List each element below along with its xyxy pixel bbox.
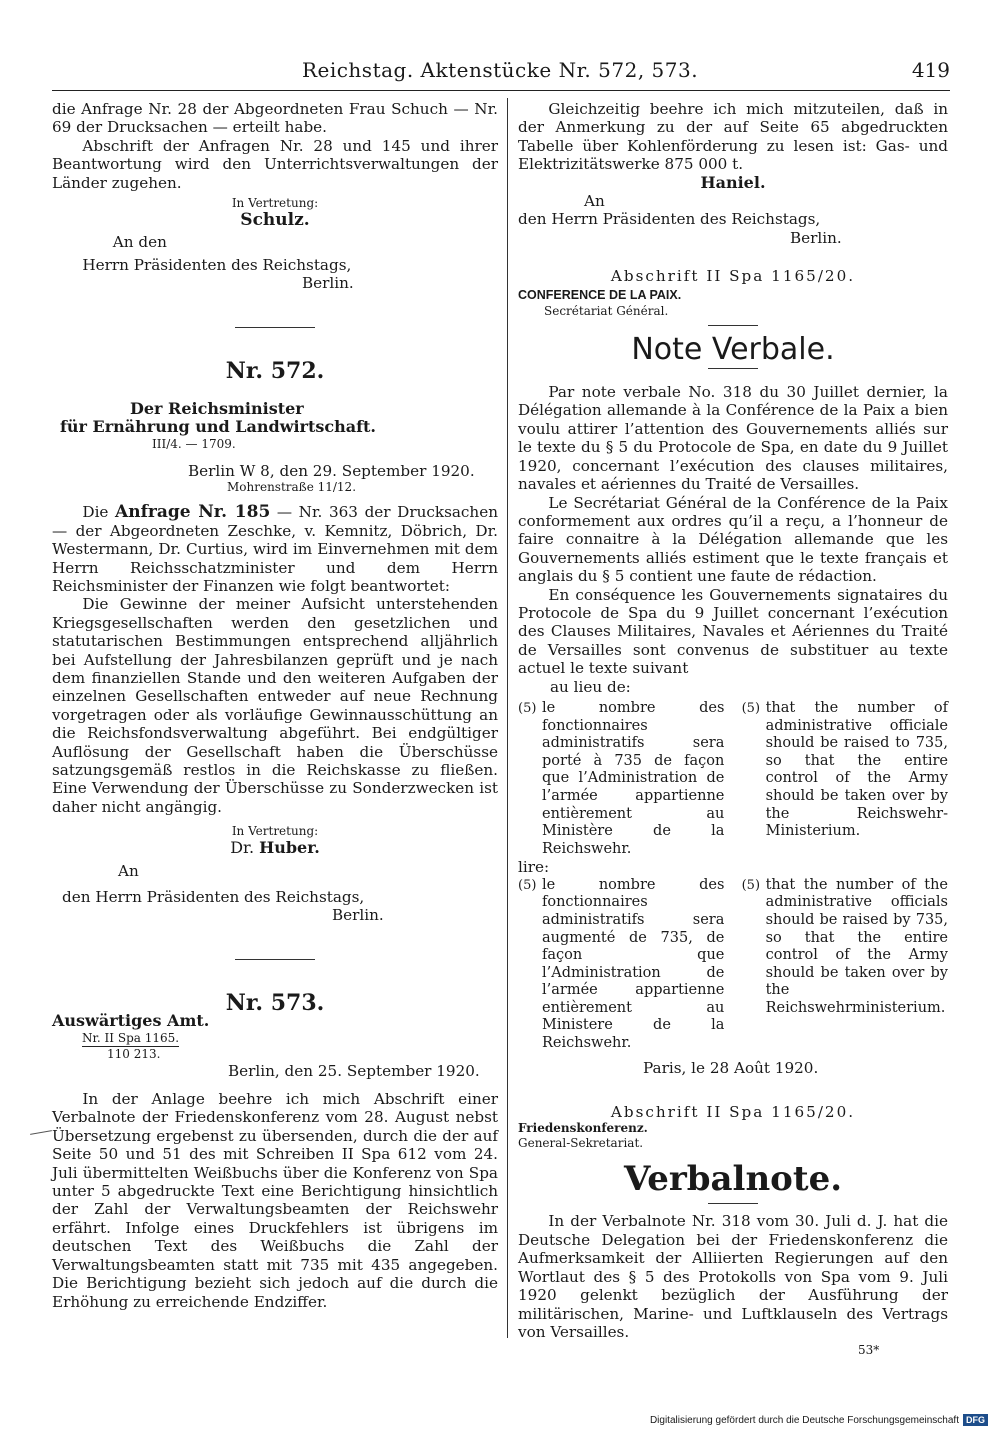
note-title: Note Verbale.	[631, 332, 835, 368]
column-divider	[507, 98, 508, 1338]
salutation: An	[584, 192, 605, 211]
addressee: den Herrn Präsidenten des Reichstags,	[62, 888, 365, 906]
text-comparison-new	[518, 877, 948, 1053]
paragraph-text: Die	[82, 503, 116, 522]
copy-reference: Abschrift II Spa 1165/20.	[610, 1103, 856, 1122]
credit-text: Digitalisierung gefördert durch die Deutsche Forschungsgemeinschaft	[649, 1414, 959, 1426]
city: Berlin.	[790, 228, 842, 247]
ministry-name: für Ernährung und Landwirtschaft.	[60, 417, 376, 437]
copy-reference: Abschrift II Spa 1165/20.	[610, 267, 856, 286]
dfg-logo: DFG	[963, 1414, 988, 1426]
clause-number: (5)	[518, 700, 537, 716]
paragraph: Abschrift der Anfragen Nr. 28 und 145 und ihrer Beantwortung wird den Unterrichtsverwaltungen der Länder zugehen.	[52, 136, 498, 192]
paragraph-text: — Nr. 363 der Drucksachen — der Abgeordneten Zeschke, v. Kemnitz, Döbrich, Dr. Westermann, Dr. Curtius, wird im Einvernehmen mit dem Herrn Reichsschatzminister und dem Herrn Reichsminister der Finanzen wie folgt beantwortet:	[52, 503, 498, 595]
reference-number	[52, 1031, 498, 1047]
place-date: Paris, le 28 Août 1920.	[643, 1058, 819, 1077]
address-line: Mohrenstraße 11/12.	[227, 480, 357, 495]
label-au-lieu-de: au lieu de:	[550, 677, 631, 696]
clause-number: (5)	[741, 700, 761, 716]
paragraph: Par note verbale No. 318 du 30 Juillet dernier, la Délégation allemande à la Conférence de la Paix a bien voulu attirer l’attention des Gouvernements alliés sur le texte du § 5 du Protocole de Spa, en date du 9 Juillet 1920, concernant l’exécution des clauses militaires, navales et aériennes du Traité de Versailles.	[518, 383, 948, 494]
in-vertretung-label: In Vertretung:	[231, 196, 319, 211]
english-new	[742, 877, 948, 1053]
header-rule	[52, 90, 950, 91]
separator	[708, 325, 758, 326]
ministry-name: Der Reichsminister	[130, 399, 304, 419]
inquiry-reference: Anfrage Nr. 185	[115, 502, 271, 523]
addressee: Herrn Präsidenten des Reichstags,	[82, 255, 352, 274]
paragraph: Gleichzeitig beehre ich mich mitzuteilen, daß in der Anmerkung zu der auf Seite 65 abgedruckten Tabelle über Kohlenförderung zu lesen ist: Gas- und Elektrizitätswerke 875 000 t.	[518, 100, 948, 174]
french-old	[518, 700, 724, 858]
separator	[708, 1203, 758, 1204]
reference-number: III/4. — 1709.	[152, 436, 236, 451]
signature-name: Huber.	[259, 838, 320, 858]
running-title: Reichstag. Aktenstücke Nr. 572, 573.	[301, 58, 699, 82]
date-line: Berlin, den 25. September 1920.	[228, 1061, 480, 1080]
english-old	[742, 700, 948, 858]
conference-name: Friedenskonferenz.	[518, 1121, 648, 1136]
salutation: An	[118, 861, 139, 880]
paragraph: Die Gewinne der meiner Aufsicht unterstehenden Kriegsgesellschaften werden den gesetzlichen und statutarischen Bestimmungen entsprechend alljährlich bei Aufstellung der Jahresbilanzen geprüft und je nach dem finanziellen Stande und den weiteren Aufgaben der einzelnen Gesellschaften entweder auf neue Rechnung vorgetragen oder als vorläufige Gewinnausschüttung an die Reichsfondsverwaltung abgeführt. Bei endgültiger Auflösung der Gesellschaft haben die Überschüsse satzungsgemäß restlos in die Reichskasse zu fließen. Eine Verwendung der Überschüsse zu Sonderzwecken ist daher nicht angängig.	[52, 595, 498, 816]
reference-number: 110 213.	[107, 1046, 161, 1061]
secretariat-name: General-Sekretariat.	[518, 1136, 644, 1151]
clause-number: (5)	[741, 877, 761, 893]
verbalnote-title: Verbalnote.	[623, 1159, 843, 1200]
page-number: 419	[911, 58, 950, 82]
signature: Schulz.	[240, 210, 310, 231]
conference-name: CONFERENCE DE LA PAIX.	[518, 287, 682, 302]
ministry-name: Auswärtiges Amt.	[52, 1011, 210, 1031]
city: Berlin.	[332, 906, 384, 925]
clause-text: that the number of administrative officiale should be raised to 735, so that the entire control of the Army should be taken over by the Reichswehr-Ministerium.	[765, 699, 948, 840]
paragraph	[52, 503, 498, 595]
page-header	[50, 58, 950, 86]
sheet-signature: 53*	[858, 1343, 880, 1358]
right-column	[518, 100, 948, 1360]
paragraph: In der Anlage beehre ich mich Abschrift einer Verbalnote der Friedenskonferenz vom 28. August nebst Übersetzung ergebenst zu übersenden, durch die der auf Seite 50 und 51 des mit Schreiben II Spa 612 vom 24. Juli übermittelten Weißbuchs über die Konferenz von Spa unter 5 abgedruckte Text eine Berichtigung hinsichtlich der Zahl der Verwaltungsbeamten der Reichswehr erfährt. Infolge eines Druckfehlers ist übrigens im deutschen Text des Weißbuchs die Zahl der Verwaltungsbeamten statt mit 735 mit 435 angegeben. Die Berichtigung bezieht sich jedoch auf die durch die Erhöhung zu erreichende Endziffer.	[52, 1090, 498, 1311]
separator	[708, 368, 758, 369]
separator	[235, 327, 315, 328]
clause-text: that the number of the administrative officials should be raised by 735, so that the entire control of the Army should be taken over by the Reichswehrministerium.	[765, 876, 948, 1016]
document-number: Nr. 572.	[225, 357, 325, 384]
addressee: den Herrn Präsidenten des Reichstags,	[518, 210, 821, 229]
clause-text: le nombre des fonctionnaires administratifs sera augmenté de 735, de façon que l’Administration de l’armée appartienne entièrement au Ministere de la Reichswehr.	[542, 876, 725, 1052]
in-vertretung-label: In Vertretung:	[231, 824, 319, 839]
salutation: An den	[112, 233, 167, 252]
signature-title: Dr.	[230, 838, 260, 858]
clause-text: le nombre des fonctionnaires administratifs sera porté à 735 de façon que l’Administration de l’armée appartienne entièrement au Ministère de la Reichswehr.	[542, 699, 725, 857]
paragraph: En conséquence les Gouvernements signataires du Protocole de Spa du 9 Juillet concernant l’exécution des Clauses Militaires, Navales et Aériennes du Traité de Versailles sont convenus de substituer au texte actuel le texte suivant	[518, 585, 948, 678]
marginal-mark	[30, 1130, 52, 1135]
footer-credit	[650, 1414, 988, 1426]
left-column	[52, 100, 498, 1311]
clause-number: (5)	[518, 877, 537, 893]
french-new	[518, 877, 724, 1053]
paragraph: Le Secrétariat Général de la Conférence de la Paix conformement aux ordres qu’il a reçu, a l’honneur de faire connaitre à la Délégation allemande que les Gouvernements alliés estiment que le texte français et anglais du § 5 contient une faute de rédaction.	[518, 493, 948, 586]
secretariat-name: Secrétariat Général.	[544, 304, 669, 319]
label-lire: lire:	[518, 858, 550, 877]
document-number: Nr. 573.	[225, 989, 325, 1016]
paragraph: die Anfrage Nr. 28 der Abgeordneten Frau Schuch — Nr. 69 der Drucksachen — erteilt habe.	[52, 100, 498, 137]
signature: Haniel.	[700, 172, 766, 192]
reference-number-a: Nr. II Spa 1165.	[82, 1030, 180, 1045]
text-comparison-old	[518, 700, 948, 858]
city: Berlin.	[302, 274, 354, 293]
signature	[52, 839, 498, 857]
separator	[235, 959, 315, 960]
date-line: Berlin W 8, den 29. September 1920.	[188, 461, 475, 480]
paragraph: In der Verbalnote Nr. 318 vom 30. Juli d. J. hat die Deutsche Delegation bei der Friedenskonferenz die Aufmerksamkeit der Alliierten Regierungen auf den Wortlaut des § 5 des Protokolls von Spa vom 9. Juli 1920 gelenkt bezüglich der Ausführung der militärischen, Marine- und Luftklauseln des Vertrags von Versailles.	[518, 1212, 948, 1341]
